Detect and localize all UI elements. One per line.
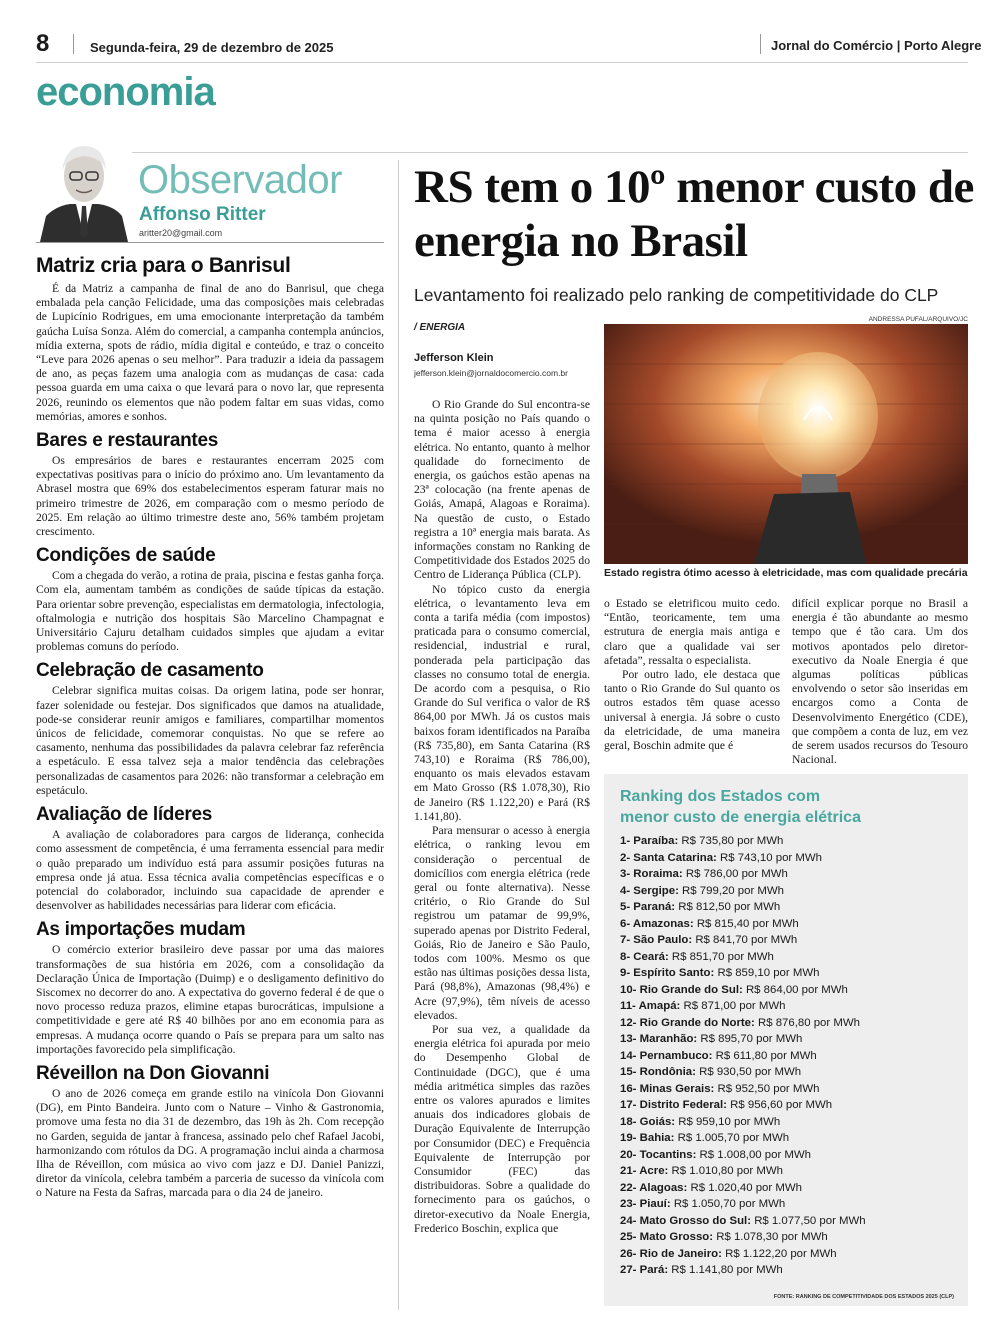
column-author: Affonso Ritter <box>139 204 266 225</box>
publication-name: Jornal do Comércio | Porto Alegre <box>771 38 982 53</box>
ranking-item: 3- Roraima: R$ 786,00 por MWh <box>620 868 788 880</box>
ranking-item: 24- Mato Grosso do Sul: R$ 1.077,50 por MWh <box>620 1214 866 1227</box>
article-col-1 <box>414 398 590 1236</box>
article-paragraph: o Estado se eletrificou muito cedo. “Então, teoricamente, tem uma estrutura de energia mais antiga e claro que a qualidade vai ser afetada”, ressalta o especialista. <box>604 597 780 667</box>
article-paragraph: O Rio Grande do Sul encontra-se na quinta posição no País quando o tema é maior acesso à energia elétrica. No entanto, quanto à melhor qualidade do fornecimento de energia, os gaúchos estão apenas na 23ª colocação (na frente apenas de Goiás, Amapá, Alagoas e Roraima). Na questão de custo, o Estado registra a 10ª energia mais barata. As informações constam no Ranking de Competitividade dos Estados 2025 do Centro de Liderança Pública (CLP). <box>414 398 590 582</box>
article-paragraph: Por sua vez, a qualidade da energia elétrica foi apurada por meio do Desempenho Global de Continuidade (DGC), que é uma média aritmética simples das razões entre os valores apurados e limites anuais dos indicadores globais de Duração Equivalente de Interrupção por Consumidor (DEC) e Frequência Equivalente de Interrupção por Consumidor (FEC) das distribuidoras. Sobre a qualidade do fornecimento para os gaúchos, o diretor-executivo da Noale Energia, Frederico Boschin, explica que <box>414 1022 590 1235</box>
ranking-item: 26- Rio de Janeiro: R$ 1.122,20 por MWh <box>620 1247 837 1260</box>
column-title: Observador <box>138 158 342 202</box>
section-text: Os empresários de bares e restaurantes encerram 2025 com expectativas positivas para o início do próximo ano. Um levantamento da Abrasel mostra que 69% dos estabelecimentos esperam faturar mais no primeiro trimestre de 2026, em comparação com o mesmo período de 2025. Em relação ao último trimestre deste ano, 56% também projetam crescimento. <box>36 454 384 539</box>
header-divider-right <box>760 34 761 54</box>
column-section-4 <box>36 660 384 798</box>
ranking-item: 12- Rio Grande do Norte: R$ 876,80 por MWh <box>620 1016 860 1029</box>
ranking-item: 10- Rio Grande do Sul: R$ 864,00 por MWh <box>620 983 848 996</box>
ranking-item: 21- Acre: R$ 1.010,80 por MWh <box>620 1165 783 1177</box>
column-email: aritter20@gmail.com <box>139 228 223 238</box>
header-divider-left <box>73 34 74 54</box>
article-paragraph: Por outro lado, ele destaca que tanto o Rio Grande do Sul quanto os outros estados têm quase acesso universal à energia. Já sobre o custo da eletricidade, de uma maneira geral, Boschin admite que é <box>604 668 780 753</box>
ranking-item: 27- Pará: R$ 1.141,80 por MWh <box>620 1264 783 1276</box>
ranking-source: FONTE: RANKING DE COMPETITIVIDADE DOS ESTADOS 2025 (CLP) <box>773 1294 954 1300</box>
ranking-item: 19- Bahia: R$ 1.005,70 por MWh <box>620 1132 790 1144</box>
column-header-rule <box>36 242 384 243</box>
page-date: Segunda-feira, 29 de dezembro de 2025 <box>90 40 334 55</box>
ranking-item: 7- São Paulo: R$ 841,70 por MWh <box>620 934 798 946</box>
ranking-title <box>620 786 861 828</box>
ranking-item: 23- Piauí: R$ 1.050,70 por MWh <box>620 1198 786 1210</box>
article-tag: / ENERGIA <box>414 322 466 333</box>
ranking-item: 14- Pernambuco: R$ 611,80 por MWh <box>620 1049 817 1062</box>
article-author: Jefferson Klein <box>414 352 494 364</box>
ranking-item: 25- Mato Grosso: R$ 1.078,30 por MWh <box>620 1231 828 1243</box>
column-section-2 <box>36 430 384 539</box>
photo-caption: Estado registra ótimo acesso à eletricidade, mas com qualidade precária <box>604 567 968 579</box>
ranking-item: 22- Alagoas: R$ 1.020,40 por MWh <box>620 1181 802 1194</box>
ranking-item: 6- Amazonas: R$ 815,40 por MWh <box>620 917 799 930</box>
ranking-title-line-2: menor custo de energia elétrica <box>620 809 861 826</box>
column-separator <box>398 160 399 1310</box>
section-text: O ano de 2026 começa em grande estilo na vinícola Don Giovanni (DG), em Pinto Bandeira. Junto com o Nature – Vinho & Gastronomia, promove uma festa no dia 31 de dezembro, das 19h às 2h. Com recepção no Garden, seguida de jantar à francesa, assinado pelo chef Rafael Jacobi, harmonizando com rótulos da DG. A programação inclui ainda a charmosa Ilha de Réveillon, com música ao vivo com jazz e DJ. Daniel Panizzi, diretor da vinícola, celebra também a parceria de sucesso da vinícola com o Nature na Festa da Safras, marcada para o dia 24 de janeiro. <box>36 1086 384 1200</box>
ranking-item: 18- Goiás: R$ 959,10 por MWh <box>620 1115 781 1128</box>
page-number: 8 <box>36 30 50 57</box>
ranking-item: 2- Santa Catarina: R$ 743,10 por MWh <box>620 851 822 864</box>
column-section-3 <box>36 545 384 654</box>
section-heading: Réveillon na Don Giovanni <box>36 1062 270 1084</box>
column-section-7 <box>36 1063 384 1201</box>
section-text: A avaliação de colaboradores para cargos de liderança, conhecida como assessment de competência, é uma ferramenta essencial para medir o quão preparado um indivíduo está para assumir posições futuras na empresa onde já atua. Essa técnica avalia competências específicas e o potencial do colaborador, incluindo sua capacidade de aprender e desenvolver as habilidades necessárias para liderar com eficácia. <box>36 828 384 913</box>
section-heading: Celebração de casamento <box>36 660 264 682</box>
article-col-2 <box>604 597 780 753</box>
section-text: Celebrar significa muitas coisas. Da origem latina, pode ser honrar, fazer solenidade ou festejar. Dos significados que damos na atualidade, pode-se considerar reunir amigos e familiares, compartilhar momentos únicos de felicidade, comemorar conquistas. No que se refere ao casamento, nenhuma das possibilidades da palavra celebrar faz referência a espetáculo. E essa talvez seja a maior tendência das celebrações personalizadas de casamentos para 2026: não transformar a celebração em espetáculo. <box>36 684 384 797</box>
ranking-item: 16- Minas Gerais: R$ 952,50 por MWh <box>620 1082 820 1095</box>
article-subheadline: Levantamento foi realizado pelo ranking de competitividade do CLP <box>414 285 939 305</box>
column-section-5 <box>36 804 384 913</box>
ranking-item: 13- Maranhão: R$ 895,70 por MWh <box>620 1033 803 1045</box>
ranking-title-line-1: Ranking dos Estados com <box>620 788 821 805</box>
section-rule <box>36 152 968 153</box>
article-headline: RS tem o 10º menor custo de energia no Brasil <box>414 161 974 267</box>
ranking-list <box>620 833 960 1279</box>
section-text: É da Matriz a campanha de final de ano do Banrisul, que chega embalada pela canção Felicidade, uma das composições mais celebradas de Lupicínio Rodrigues, em uma emocionante interpretação da também gaúcha Luísa Sonza. Além do comercial, a campanha contempla anúncios, mídia externa, spots de rádio, mídia digital e conteúdo, e traz o conceito “Leve para 2026 apenas o seu melhor”. Para traduzir a ideia da passagem de ano, as peças fazem uma analogia com as mudanças de casa: cada pessoa guarda em uma caixa o que levará para o novo lar, que representa 2026, reunindo os elementos que não podem faltar em suas vidas, como memórias, amores e sonhos. <box>36 282 384 423</box>
ranking-item: 15- Rondônia: R$ 930,50 por MWh <box>620 1066 802 1078</box>
ranking-item: 11- Amapá: R$ 871,00 por MWh <box>620 1000 786 1012</box>
article-paragraph: No tópico custo da energia elétrica, o levantamento leva em conta a tarifa média (com impostos) praticada para o consumo comercial, residencial, industrial e rural, ponderada pela participação das classes no consumo total de energia. De acordo com a pesquisa, o Rio Grande do Sul verifica o valor de R$ 864,00 por MWh. Já os custos mais baixos foram identificados na Paraíba (R$ 735,80), em Santa Catarina (R$ 743,10) e Roraima (R$ 786,00), enquanto os mais elevados estavam em Mato Grosso (R$ 1.078,30), Rio de Janeiro (R$ 1.122,20) e Pará (R$ 1.141,80). <box>414 582 590 823</box>
section-heading: Bares e restaurantes <box>36 430 218 452</box>
ranking-item: 5- Paraná: R$ 812,50 por MWh <box>620 901 781 913</box>
section-heading: Matriz cria para o Banrisul <box>36 254 291 277</box>
columnist-photo <box>36 140 132 242</box>
article-paragraph: Para mensurar o acesso à energia elétrica, o ranking levou em consideração o percentual de domicílios com energia elétrica (rede geral ou fonte alternativa). Nesse critério, o Rio Grande do Sul registrou um patamar de 99,9%, superado apenas por Distrito Federal, Goiás, Rio de Janeiro e São Paulo, todos com 100%. Mesmo os que estão nas últimas posições dessa lista, Pará (98,8%), Amazonas (98,4%) e Acre (97,9%), têm níveis de acesso elevados. <box>414 824 590 1022</box>
ranking-item: 9- Espírito Santo: R$ 859,10 por MWh <box>620 967 820 979</box>
ranking-item: 17- Distrito Federal: R$ 956,60 por MWh <box>620 1099 833 1111</box>
photo-credit: ANDRESSA PUFAL/ARQUIVO/JC <box>868 316 968 323</box>
ranking-item: 1- Paraíba: R$ 735,80 por MWh <box>620 835 784 847</box>
ranking-box <box>604 774 968 1306</box>
ranking-item: 4- Sergipe: R$ 799,20 por MWh <box>620 884 784 897</box>
article-author-email: jefferson.klein@jornaldocomercio.com.br <box>414 368 568 378</box>
section-heading: Avaliação de líderes <box>36 804 213 826</box>
column-section-6 <box>36 919 384 1057</box>
lightbulb-photo <box>604 324 968 564</box>
section-heading: Condições de saúde <box>36 545 216 567</box>
section-title: economia <box>36 70 215 114</box>
header-rule <box>36 62 968 63</box>
column-body <box>36 252 384 1201</box>
lightbulb-icon <box>604 324 968 564</box>
ranking-item: 20- Tocantins: R$ 1.008,00 por MWh <box>620 1148 811 1161</box>
article-paragraph: difícil explicar porque no Brasil a energia é tão abundante ao mesmo tempo que é tão cara. Um dos motivos apontados pelo diretor-executivo da Noale Energia é que algumas políticas públicas envolvendo o setor são inseridas em encargos como a Conta de Desenvolvimento Energético (CDE), que compõem a conta de luz, em vez de serem usados recursos do Tesouro Nacional. <box>792 597 968 767</box>
section-text: Com a chegada do verão, a rotina de praia, piscina e festas ganha força. Com ela, aumentam também as condições de saúde típicas da estação. Para orientar sobre prevenção, especialistas em dermatologia, infectologia, oftalmologia e nutrição dos hospitais São Marcelino Champagnat e Universitário Cajuru detalham cuidados simples que ajudam a evitar problemas comuns do período. <box>36 569 384 654</box>
section-heading: As importações mudam <box>36 919 246 941</box>
section-text: O comércio exterior brasileiro deve passar por uma das maiores transformações de sua história em 2026, com a consolidação da Declaração Única de Importação (Duimp) e o desligamento definitivo do Siscomex no decorrer do ano. A expectativa do governo federal é de que o novo processo reduza prazos, elimine etapas burocráticas, impulsione a competitividade e gere até R$ 40 bilhões por ano em economia para as empresas. A mudança ocorre quando o País se prepara para um salto nas importações favorecido pela simplificação. <box>36 943 384 1056</box>
ranking-item: 8- Ceará: R$ 851,70 por MWh <box>620 950 774 963</box>
article-col-3 <box>792 597 968 767</box>
column-section-1 <box>36 254 384 424</box>
